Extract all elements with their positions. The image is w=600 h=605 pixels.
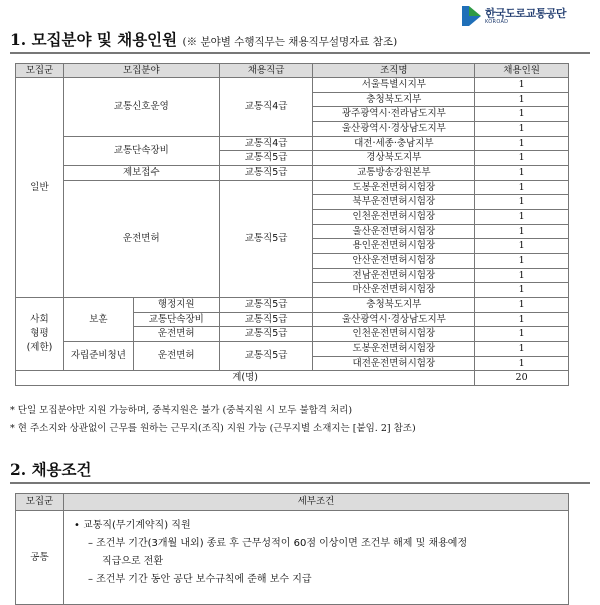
count-cell: 1 — [475, 283, 569, 298]
count-cell: 1 — [475, 239, 569, 254]
count-cell: 1 — [475, 107, 569, 122]
count-cell: 1 — [475, 268, 569, 283]
org-cell: 인천운전면허시험장 — [313, 209, 475, 224]
count-cell: 1 — [475, 122, 569, 137]
condition-bullet: • 교통직(무기계약직) 직원 — [73, 520, 191, 531]
org-cell: 도봉운전면허시험장 — [313, 180, 475, 195]
count-cell: 1 — [475, 92, 569, 107]
field-drivers-license: 운전면허 — [133, 341, 219, 370]
section2-title: 2. 채용조건 — [10, 460, 92, 479]
koroad-logo — [462, 5, 592, 27]
grade-cell: 교통직5급 — [219, 166, 313, 181]
note-workplace-choice: * 현 주소지와 상관없이 근무를 원하는 근무지(조직) 지원 가능 (근무지별 소재지는 [붙임. 2] 참조) — [10, 423, 416, 434]
grade-cell: 교통직4급 — [219, 78, 313, 137]
header-conditions: 세부조건 — [63, 494, 568, 511]
grade-cell: 교통직4급 — [219, 136, 313, 151]
logo-text-en: KOROAD — [485, 18, 509, 25]
count-cell: 1 — [475, 312, 569, 327]
header-org: 조직명 — [313, 64, 475, 78]
condition-subbullet: – 조건부 기간(3개월 내외) 종료 후 근무성적이 60점 이상이면 조건부 해제 및 채용예정 — [87, 538, 468, 549]
field-report-intake: 제보접수 — [63, 166, 219, 181]
count-cell: 1 — [475, 209, 569, 224]
org-cell: 마산운전면허시험장 — [313, 283, 475, 298]
section1-divider — [10, 52, 590, 54]
org-cell: 울산광역시·경상남도지부 — [313, 312, 475, 327]
field-enforcement-equipment: 교통단속장비 — [133, 312, 219, 327]
org-cell: 울산운전면허시험장 — [313, 224, 475, 239]
note-single-application: * 단일 모집분야만 지원 가능하며, 중복지원은 불가 (중복지원 시 모두 불합격 처리) — [10, 405, 353, 416]
count-cell: 1 — [475, 78, 569, 93]
org-cell: 광주광역시·전라남도지부 — [313, 107, 475, 122]
conditions-content — [63, 511, 568, 605]
total-value: 20 — [475, 371, 569, 386]
org-cell: 충청북도지부 — [313, 297, 475, 312]
grade-cell: 교통직5급 — [219, 151, 313, 166]
logo-text-ko: 한국도로교통공단 — [485, 6, 567, 20]
section1-note: (※ 분야별 수행직무는 채용직무설명자료 참조) — [182, 36, 398, 48]
org-cell: 경상북도지부 — [313, 151, 475, 166]
field-admin-support: 행정지원 — [133, 297, 219, 312]
koroad-logo-icon — [462, 6, 482, 26]
subgroup-veterans: 보훈 — [63, 297, 133, 341]
count-cell: 1 — [475, 356, 569, 371]
conditions-table — [15, 493, 569, 605]
org-cell: 서울특별시지부 — [313, 78, 475, 93]
header-grade: 채용직급 — [219, 64, 313, 78]
section1-heading — [10, 28, 397, 50]
grade-cell: 교통직5급 — [219, 297, 313, 312]
org-cell: 전남운전면허시험장 — [313, 268, 475, 283]
org-cell: 인천운전면허시험장 — [313, 327, 475, 342]
count-cell: 1 — [475, 151, 569, 166]
org-cell: 북부운전면허시험장 — [313, 195, 475, 210]
condition-subbullet-continued: 직급으로 전환 — [101, 556, 164, 567]
field-enforcement-equipment: 교통단속장비 — [63, 136, 219, 165]
subgroup-self-reliant-youth: 자립준비청년 — [63, 341, 133, 370]
grade-cell: 교통직5급 — [219, 341, 313, 370]
group-social-equity-label: 사회 형평 (제한) — [26, 314, 53, 354]
header-group: 모집군 — [16, 494, 64, 511]
field-drivers-license: 운전면허 — [133, 327, 219, 342]
grade-cell: 교통직5급 — [219, 312, 313, 327]
org-cell: 도봉운전면허시험장 — [313, 341, 475, 356]
group-common: 공통 — [16, 511, 64, 605]
count-cell: 1 — [475, 180, 569, 195]
header-field: 모집분야 — [63, 64, 219, 78]
count-cell: 1 — [475, 297, 569, 312]
org-cell: 울산광역시·경상남도지부 — [313, 122, 475, 137]
count-cell: 1 — [475, 253, 569, 268]
count-cell: 1 — [475, 327, 569, 342]
org-cell: 대전운전면허시험장 — [313, 356, 475, 371]
grade-cell: 교통직5급 — [219, 180, 313, 297]
group-general: 일반 — [16, 78, 64, 298]
count-cell: 1 — [475, 195, 569, 210]
total-label: 계(명) — [16, 371, 475, 386]
count-cell: 1 — [475, 224, 569, 239]
org-cell: 안산운전면허시험장 — [313, 253, 475, 268]
org-cell: 용인운전면허시험장 — [313, 239, 475, 254]
org-cell: 교통방송강원본부 — [313, 166, 475, 181]
condition-subbullet: – 조건부 기간 동안 공단 보수규칙에 준해 보수 지급 — [87, 574, 312, 585]
header-group: 모집군 — [16, 64, 64, 78]
grade-cell: 교통직5급 — [219, 327, 313, 342]
count-cell: 1 — [475, 136, 569, 151]
header-count: 채용인원 — [475, 64, 569, 78]
section2-divider — [10, 482, 590, 484]
count-cell: 1 — [475, 341, 569, 356]
org-cell: 충청북도지부 — [313, 92, 475, 107]
section1-title: 1. 모집분야 및 채용인원 — [10, 30, 178, 49]
org-cell: 대전·세종·충남지부 — [313, 136, 475, 151]
count-cell: 1 — [475, 166, 569, 181]
recruitment-table — [15, 63, 569, 386]
field-drivers-license: 운전면허 — [63, 180, 219, 297]
group-social-equity — [16, 297, 64, 370]
field-signal-operation: 교통신호운영 — [63, 78, 219, 137]
